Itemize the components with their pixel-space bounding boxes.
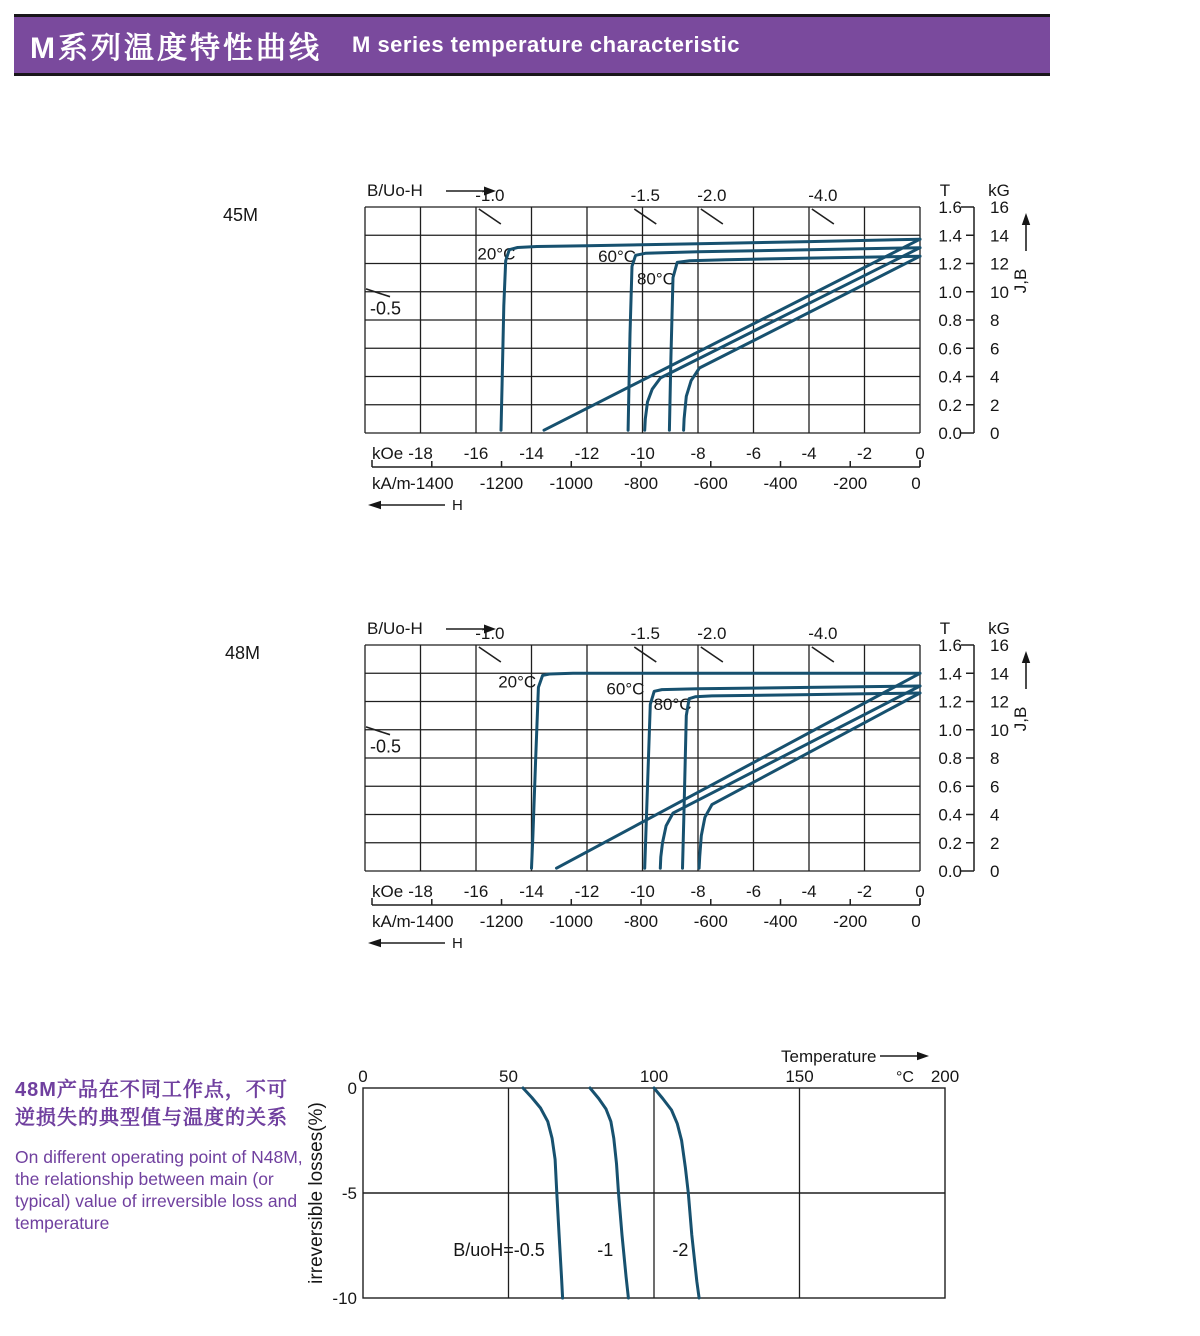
load-line-slash (634, 647, 656, 662)
kg-tick-label: 0 (990, 862, 1000, 881)
kam-tick-label: -1400 (410, 912, 454, 931)
load-line-label: -1.0 (475, 186, 505, 205)
right-arrow-icon (917, 1052, 929, 1060)
t-tick-label: 1.4 (938, 664, 962, 684)
t-tick-label: 0.6 (938, 777, 962, 797)
t-tick-label: 1.4 (938, 226, 962, 246)
kg-tick-label: 2 (990, 833, 1000, 853)
curve-b-20-c (557, 673, 921, 868)
load-line-slash (366, 727, 390, 735)
koe-tick-label: -12 (574, 444, 600, 463)
koe-tick-label: 0 (915, 444, 925, 463)
kam-tick-label: -1000 (549, 474, 594, 493)
temp-curve-label: 60°C (606, 679, 645, 699)
t-tick-label: 1.6 (938, 636, 962, 655)
y-tick-label: -5 (341, 1184, 357, 1203)
temp-curve-label: 80°C (653, 694, 692, 714)
curve-label: B/uoH=-0.5 (453, 1240, 545, 1260)
t-tick-label: 0.4 (938, 367, 962, 387)
kg-tick-label: 14 (990, 664, 1009, 684)
curve-label: -2 (672, 1240, 689, 1260)
temp-curve-label: 20°C (477, 244, 516, 264)
kg-tick-label: 8 (990, 749, 1000, 768)
load-line-label: -2.0 (697, 624, 727, 643)
side-note-en-line4: temperature (15, 1213, 110, 1233)
x-unit-label: kA/m (372, 912, 411, 931)
y-unit-label: kG (988, 181, 1010, 200)
t-tick-label: 0.2 (938, 833, 962, 853)
x-tick-label: 100 (639, 1067, 669, 1086)
y-tick-label: 0 (347, 1079, 357, 1098)
page-title-zh: M系列温度特性曲线 (30, 32, 322, 65)
temp-curve-label: 80°C (636, 269, 675, 289)
kg-tick-label: 10 (990, 282, 1009, 302)
kam-tick-label: -1000 (549, 912, 594, 931)
load-line-label: -1.0 (475, 624, 505, 643)
chart-irreversible-loss (306, 1047, 959, 1308)
x-tick-label: 150 (785, 1067, 814, 1086)
kg-tick-label: 4 (990, 367, 1000, 387)
koe-tick-label: 0 (915, 882, 925, 901)
page-title-en: M series temperature characteristic (352, 32, 741, 57)
y-axis-title: irreversible losses(%) (306, 1102, 327, 1284)
kg-tick-label: 12 (990, 692, 1009, 712)
t-tick-label: 0.8 (938, 311, 962, 330)
load-line-slash (634, 209, 656, 224)
jb-label: J,B (1011, 706, 1030, 732)
koe-tick-label: -8 (690, 882, 706, 901)
side-note-en-line2: the relationship between main (or (15, 1169, 274, 1189)
koe-tick-label: -4 (801, 882, 817, 901)
side-note-zh-line1: 48M产品在不同工作点，不可 (15, 1079, 288, 1101)
koe-tick-label: -2 (856, 444, 873, 463)
kam-tick-label: 0 (911, 912, 921, 931)
kam-tick-label: -800 (624, 474, 659, 493)
kam-tick-label: -400 (763, 912, 798, 931)
y-tick-label: -10 (332, 1289, 357, 1308)
kg-tick-label: 0 (990, 424, 1000, 443)
t-tick-label: 0.4 (938, 805, 962, 825)
t-tick-label: 0.8 (938, 749, 962, 768)
kam-tick-label: -200 (833, 474, 868, 493)
x-unit-label: kOe (372, 444, 404, 463)
kam-tick-label: -600 (693, 912, 728, 931)
y-unit-label: kG (988, 619, 1010, 638)
t-tick-label: 1.0 (938, 720, 962, 740)
t-tick-label: 1.2 (938, 254, 962, 274)
koe-tick-label: -14 (519, 444, 544, 463)
kg-tick-label: 4 (990, 805, 1000, 825)
kam-tick-label: -600 (693, 474, 728, 493)
kg-tick-label: 2 (990, 395, 1000, 415)
kam-tick-label: 0 (911, 474, 921, 493)
load-line-slash (701, 209, 723, 224)
kg-tick-label: 14 (990, 226, 1009, 246)
x-tick-label: 50 (499, 1067, 518, 1086)
chart-demag-45m (223, 181, 1030, 514)
koe-tick-label: -12 (574, 882, 600, 901)
side-note-en-line1: On different operating point of N48M, (15, 1147, 303, 1167)
load-line-slash (479, 209, 501, 224)
left-arrow-icon (368, 939, 381, 947)
curve-label: -1 (597, 1240, 614, 1260)
t-tick-label: 1.2 (938, 692, 962, 712)
kam-tick-label: -200 (833, 912, 868, 931)
t-tick-label: 0.0 (938, 862, 962, 881)
load-line-label: -0.5 (370, 736, 402, 757)
side-note-zh-line2: 逆损失的典型值与温度的关系 (15, 1107, 288, 1129)
koe-tick-label: -6 (745, 882, 762, 901)
koe-tick-label: -14 (519, 882, 544, 901)
kg-tick-label: 6 (990, 777, 1000, 797)
temp-curve-label: 20°C (498, 672, 537, 692)
grade-label: 48M (225, 643, 261, 663)
kg-tick-label: 10 (990, 720, 1009, 740)
t-tick-label: 0.6 (938, 339, 962, 359)
y-unit-label: T (939, 181, 951, 200)
kam-tick-label: -1200 (479, 474, 524, 493)
x-unit-label: kA/m (372, 474, 411, 493)
up-arrow-icon (1022, 651, 1030, 663)
t-tick-label: 0.2 (938, 395, 962, 415)
temp-curve-label: 60°C (598, 247, 637, 267)
chart-demag-48m (225, 619, 1030, 952)
left-arrow-icon (368, 501, 381, 509)
kg-tick-label: 8 (990, 311, 1000, 330)
x-tick-label: 0 (358, 1067, 368, 1086)
kam-tick-label: -1400 (410, 474, 454, 493)
side-note-en-line3: typical) value of irreversible loss and (15, 1191, 298, 1211)
load-line-label: -1.5 (630, 624, 660, 643)
kam-tick-label: -400 (763, 474, 798, 493)
koe-tick-label: -16 (463, 882, 489, 901)
load-line-slash (479, 647, 501, 662)
koe-tick-label: -16 (463, 444, 489, 463)
koe-tick-label: -10 (630, 882, 655, 901)
koe-tick-label: -4 (801, 444, 817, 463)
koe-tick-label: -2 (856, 882, 873, 901)
koe-tick-label: -18 (408, 882, 433, 901)
curve-j-20-c (501, 239, 920, 430)
koe-tick-label: -18 (408, 444, 433, 463)
koe-tick-label: -8 (690, 444, 706, 463)
load-line-slash (701, 647, 723, 662)
t-tick-label: 1.0 (938, 282, 962, 302)
x-unit-label: °C (896, 1069, 914, 1086)
h-arrow-label: H (452, 935, 463, 952)
curve-j-20-c (532, 673, 921, 868)
load-line-slash (812, 209, 834, 224)
load-line-slash (812, 647, 834, 662)
kam-tick-label: -1200 (479, 912, 524, 931)
load-line-slash (366, 289, 390, 297)
load-line-label: -2.0 (697, 186, 727, 205)
y-unit-label: T (939, 619, 951, 638)
koe-tick-label: -10 (630, 444, 655, 463)
h-arrow-label: H (452, 497, 463, 514)
jb-label: J,B (1011, 268, 1030, 294)
kg-tick-label: 6 (990, 339, 1000, 359)
load-line-label: -4.0 (808, 624, 838, 643)
load-line-label: -1.5 (630, 186, 660, 205)
buoh-label: B/Uo-H (367, 181, 423, 200)
t-tick-label: 0.0 (938, 424, 962, 443)
curve-b-20-c (544, 239, 920, 430)
up-arrow-icon (1022, 213, 1030, 225)
load-line-label: -4.0 (808, 186, 838, 205)
kg-tick-label: 16 (990, 198, 1009, 217)
kg-tick-label: 16 (990, 636, 1009, 655)
kg-tick-label: 12 (990, 254, 1009, 274)
buoh-label: B/Uo-H (367, 619, 423, 638)
x-axis-title: Temperature (781, 1047, 877, 1066)
t-tick-label: 1.6 (938, 198, 962, 217)
x-tick-label: 200 (930, 1067, 960, 1086)
koe-tick-label: -6 (745, 444, 762, 463)
load-line-label: -0.5 (370, 298, 402, 319)
kam-tick-label: -800 (624, 912, 659, 931)
grade-label: 45M (223, 205, 259, 225)
x-unit-label: kOe (372, 882, 404, 901)
